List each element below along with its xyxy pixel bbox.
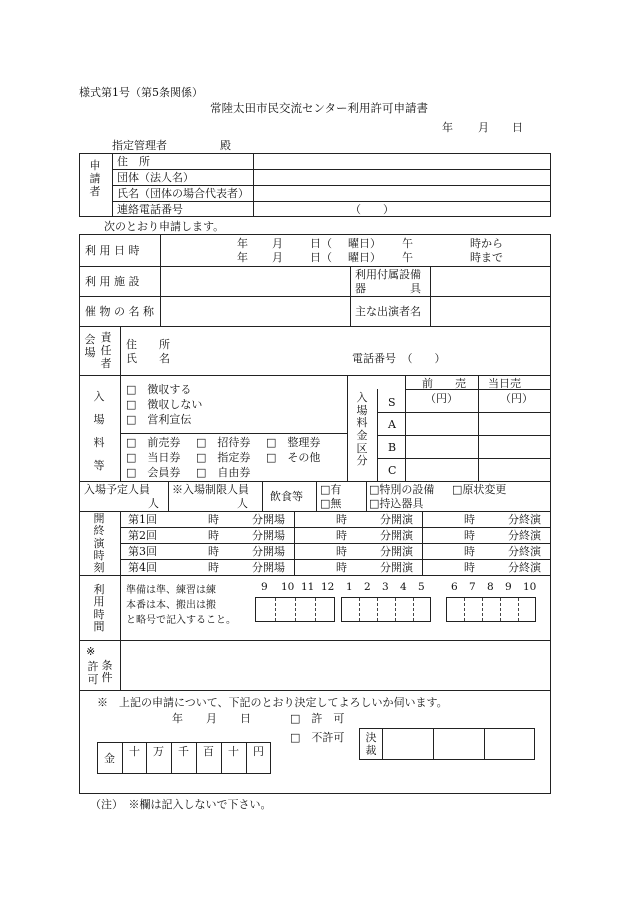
responsible-label-col1: 会場	[84, 333, 96, 360]
schedule-round: 第3回	[128, 545, 157, 558]
decision-year: 年	[172, 712, 183, 725]
usage-note-2: 本番は本、搬出は搬	[126, 600, 216, 611]
responsible-phone: 電話番号 （ ）	[352, 352, 446, 365]
money-unit: 十	[129, 745, 140, 758]
applicant-row-phone: 連絡電話番号	[117, 203, 183, 216]
ticket-numbered-checkbox[interactable]: □ 整理券	[266, 436, 321, 449]
price-class-label: 入場料金区分	[356, 391, 368, 468]
hour-divider	[482, 598, 483, 621]
event-name-label: 催 物 の 名 称	[85, 305, 154, 318]
class-b: B	[388, 441, 397, 454]
date-month: 月	[478, 121, 489, 134]
hour-divider	[464, 598, 465, 621]
ticket-reserved-checkbox[interactable]: □ 指定券	[196, 451, 251, 464]
responsible-name: 氏 名	[126, 352, 170, 365]
dt2-month: 月	[272, 251, 283, 264]
class-c: C	[388, 464, 397, 477]
hour-label: 10	[523, 581, 537, 593]
dt2-weekday: 曜日）	[348, 251, 381, 264]
sameday-header: 当日売	[488, 377, 521, 390]
dt2-until: 時まで	[470, 251, 503, 264]
expected-attendance-label: 入場予定人員	[84, 483, 150, 496]
schedule-start: 時 分開演	[336, 545, 413, 558]
dt-weekday: 曜日）	[348, 237, 381, 250]
bring-in-checkbox[interactable]: □持込器具	[369, 497, 424, 510]
decision-statement: ※ 上記の申請について、下記のとおり決定してよろしいか伺います。	[97, 696, 448, 709]
sameday-yen: （円）	[500, 392, 533, 405]
ticket-presale-checkbox[interactable]: □ 前売券	[126, 436, 181, 449]
dt2-year: 年	[237, 251, 248, 264]
fee-promo-checkbox[interactable]: □ 営利宣伝	[126, 413, 192, 426]
hour-grid[interactable]	[446, 597, 536, 622]
hour-divider	[518, 598, 519, 621]
page-title: 常陸太田市民交流センター利用許可申請書	[210, 101, 429, 115]
expected-unit: 人	[148, 497, 159, 510]
money-unit: 千	[178, 745, 189, 758]
class-s: S	[388, 396, 396, 409]
addressee-label: 指定管理者	[112, 139, 167, 152]
fee-no-collect-checkbox[interactable]: □ 徴収しない	[126, 398, 203, 411]
dt2-ampm: 午	[402, 251, 413, 264]
money-unit: 十	[228, 745, 239, 758]
admission-side-label: 入場料等	[93, 390, 105, 473]
usage-note-1: 準備は準、練習は練	[126, 585, 216, 596]
applicant-row-org: 団体（法人名）	[117, 171, 194, 184]
intro-text: 次のとおり申請します。	[104, 220, 225, 233]
hour-label: 1	[346, 581, 353, 593]
addressee-honorific: 殿	[220, 139, 231, 152]
schedule-end: 時 分終演	[464, 545, 541, 558]
hour-label: 12	[321, 581, 335, 593]
money-unit: 万	[153, 745, 164, 758]
approval-label: 決裁	[365, 731, 377, 758]
hour-label: 9	[505, 581, 512, 593]
schedule-end: 時 分終演	[464, 561, 541, 574]
hour-divider	[275, 598, 276, 621]
conditions-mark: ※	[86, 645, 96, 658]
decision-month: 月	[206, 712, 217, 725]
ticket-sameday-checkbox[interactable]: □ 当日券	[126, 451, 181, 464]
dt2-day: 日（	[310, 251, 332, 264]
footnote: （注） ※欄は記入しないで下さい。	[90, 798, 272, 811]
schedule-start: 時 分開演	[336, 513, 413, 526]
money-label: 金	[104, 752, 115, 765]
ticket-free-seat-checkbox[interactable]: □ 自由券	[196, 466, 251, 479]
schedule-open: 時 分開場	[208, 513, 285, 526]
limit-unit: 人	[237, 497, 248, 510]
hour-label: 5	[418, 581, 425, 593]
class-a: A	[388, 418, 396, 431]
dt-month: 月	[272, 237, 283, 250]
presale-yen: （円）	[425, 392, 458, 405]
schedule-end: 時 分終演	[464, 529, 541, 542]
schedule-round: 第1回	[128, 513, 157, 526]
schedule-start: 時 分開演	[336, 529, 413, 542]
equipment-label-2: 器 具	[355, 282, 421, 295]
money-unit: 百	[203, 745, 214, 758]
usage-note-3: と略号で記入すること。	[126, 615, 236, 626]
approval-box	[359, 728, 535, 760]
restore-checkbox[interactable]: □原状変更	[452, 483, 507, 496]
conditions-label-a: 許	[87, 660, 99, 673]
ticket-invite-checkbox[interactable]: □ 招待券	[196, 436, 251, 449]
hour-label: 11	[301, 581, 315, 593]
schedule-open: 時 分開場	[208, 529, 285, 542]
dt-ampm: 午	[402, 237, 413, 250]
dt-year: 年	[237, 237, 248, 250]
hour-grid[interactable]	[341, 597, 431, 622]
food-no-checkbox[interactable]: □無	[320, 497, 342, 510]
hour-divider	[500, 598, 501, 621]
hour-label: 2	[364, 581, 371, 593]
hour-divider	[395, 598, 396, 621]
date-day: 日	[512, 121, 523, 134]
responsible-label-col2: 責任者	[100, 331, 112, 371]
schedule-open: 時 分開場	[208, 561, 285, 574]
hour-divider	[377, 598, 378, 621]
schedule-start: 時 分開演	[336, 561, 413, 574]
facility-label: 利 用 施 設	[85, 275, 140, 288]
conditions-label-b: 条 件	[101, 659, 113, 685]
hour-label: 3	[382, 581, 389, 593]
hour-divider	[413, 598, 414, 621]
dt-day: 日（	[310, 237, 332, 250]
schedule-end: 時 分終演	[464, 513, 541, 526]
hour-label: 7	[469, 581, 476, 593]
hour-label: 6	[451, 581, 458, 593]
schedule-round: 第4回	[128, 561, 157, 574]
hour-divider	[295, 598, 296, 621]
applicant-row-address: 住 所	[117, 155, 150, 168]
hour-label: 9	[261, 581, 268, 593]
fee-collect-checkbox[interactable]: □ 徴収する	[126, 383, 192, 396]
limit-attendance-label: ※入場制限人員	[172, 483, 249, 496]
ticket-other-checkbox[interactable]: □ その他	[266, 451, 321, 464]
permit-checkbox[interactable]: □ 許 可	[290, 712, 345, 725]
hour-label: 10	[281, 581, 295, 593]
money-unit: 円	[253, 745, 264, 758]
deny-checkbox[interactable]: □ 不許可	[290, 731, 345, 744]
conditions-label-c: 可	[87, 673, 99, 686]
presale-header: 前 売	[422, 377, 466, 390]
applicant-row-name: 氏名（団体の場合代表者）	[117, 187, 249, 200]
form-number: 様式第1号（第5条関係）	[79, 86, 203, 99]
ticket-member-checkbox[interactable]: □ 会員券	[126, 466, 181, 479]
applicant-side-label: 申請者	[89, 159, 101, 199]
usage-time-side-label: 利用時間	[93, 583, 105, 633]
hour-label: 8	[487, 581, 494, 593]
schedule-open: 時 分開場	[208, 545, 285, 558]
food-yes-checkbox[interactable]: □有	[320, 483, 342, 496]
hour-label: 4	[400, 581, 407, 593]
performer-label: 主な出演者名	[355, 305, 421, 318]
responsible-address: 住 所	[126, 338, 170, 351]
schedule-side-label: 開終演時刻	[93, 512, 105, 575]
hour-divider	[315, 598, 316, 621]
dt-from: 時から	[470, 237, 503, 250]
hour-divider	[359, 598, 360, 621]
usage-datetime-label: 利 用 日 時	[85, 244, 140, 257]
applicant-phone-paren: （ ）	[350, 203, 394, 216]
food-label: 飲食等	[270, 490, 303, 503]
special-equipment-checkbox[interactable]: □特別の設備	[369, 483, 435, 496]
schedule-round: 第2回	[128, 529, 157, 542]
date-year: 年	[442, 121, 453, 134]
decision-day: 日	[240, 712, 251, 725]
equipment-label-1: 利用付属設備	[355, 268, 421, 281]
